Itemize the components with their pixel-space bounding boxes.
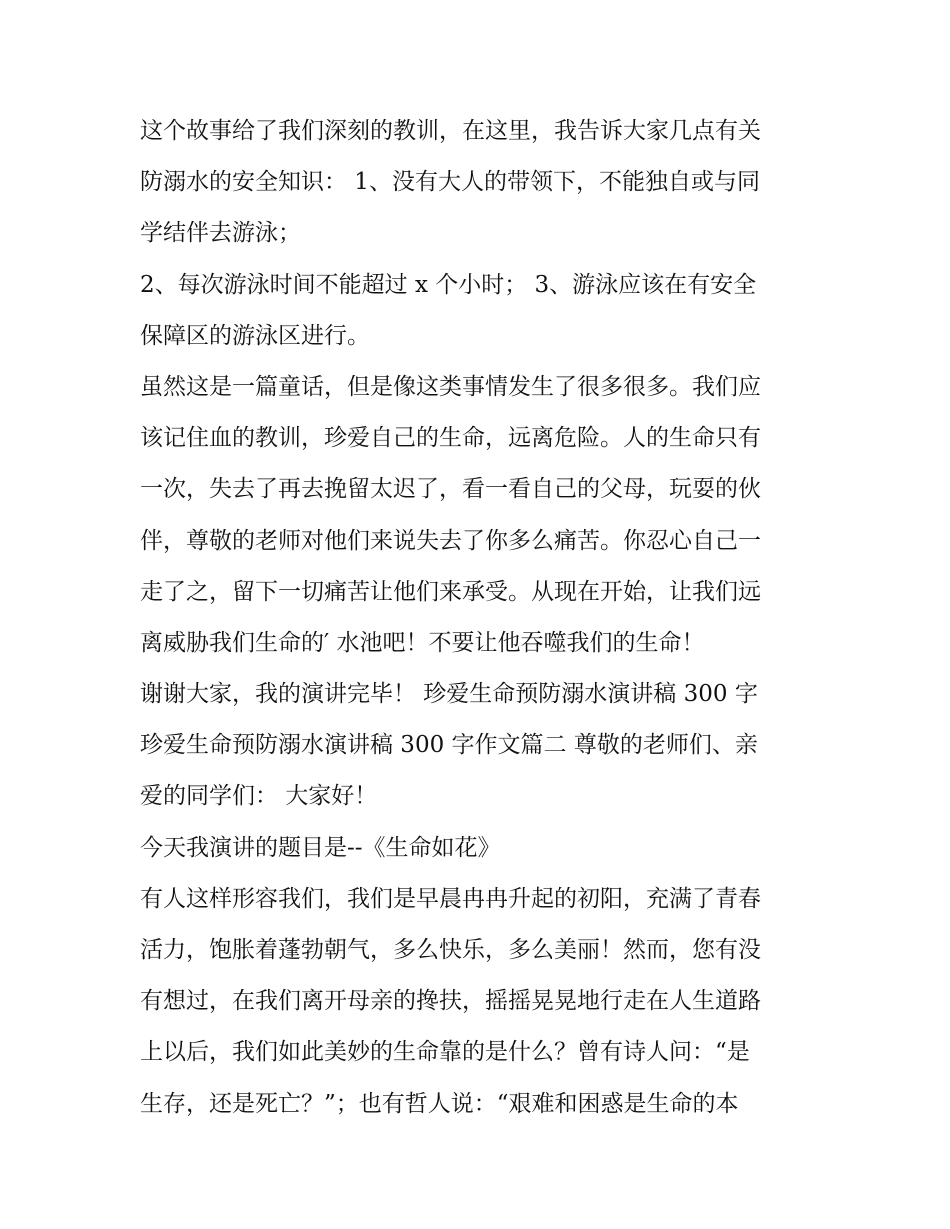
text-line: 虽然这是一篇童话，但是像这类事情发生了很多很多。我们应 — [140, 373, 761, 400]
text-line: 保障区的游泳区进行。 — [140, 322, 370, 349]
text-line: 防溺水的安全知识： 1、没有大人的带领下，不能独自或与同 — [140, 169, 760, 196]
text-line: 这个故事给了我们深刻的教训，在这里，我告诉大家几点有关 — [140, 118, 761, 144]
text-line: 上以后，我们如此美妙的生命靠的是什么？曾有诗人问：“是 — [140, 1039, 750, 1066]
text-line: 2、每次游泳时间不能超过 x 个小时； 3、游泳应该在有安全 — [140, 271, 757, 298]
text-line: 生存，还是死亡？”；也有哲人说：“艰难和困惑是生命的本 — [140, 1090, 739, 1117]
text-line: 走了之，留下一切痛苦让他们来承受。从现在开始，让我们远 — [140, 578, 761, 605]
text-line: 活力，饱胀着蓬勃朝气，多么快乐，多么美丽！然而，您有没 — [140, 937, 761, 963]
text-line: 爱的同学们： 大家好！ — [140, 783, 378, 810]
text-line: 有想过，在我们离开母亲的搀扶，摇摇晃晃地行走在人生道路 — [140, 988, 761, 1015]
text-line: 谢谢大家，我的演讲完毕！ 珍爱生命预防溺水演讲稿 300 字 — [140, 681, 758, 708]
text-line: 学结伴去游泳； — [140, 220, 301, 247]
document-body — [140, 106, 820, 1130]
text-line: 伴，尊敬的老师对他们来说失去了你多么痛苦。你忍心自己一 — [140, 527, 761, 554]
text-line: 今天我演讲的题目是--《生命如花》 — [140, 834, 501, 861]
text-line: 珍爱生命预防溺水演讲稿 300 字作文篇二 尊敬的老师们、亲 — [140, 732, 758, 759]
text-line: 有人这样形容我们，我们是早晨冉冉升起的初阳，充满了青春 — [140, 885, 761, 912]
text-line: 一次，失去了再去挽留太迟了，看一看自己的父母，玩耍的伙 — [140, 476, 761, 503]
text-line: 离威胁我们生命的′ 水池吧！不要让他吞噬我们的生命！ — [140, 629, 705, 656]
text-line: 该记住血的教训，珍爱自己的生命，远离危险。人的生命只有 — [140, 425, 761, 452]
